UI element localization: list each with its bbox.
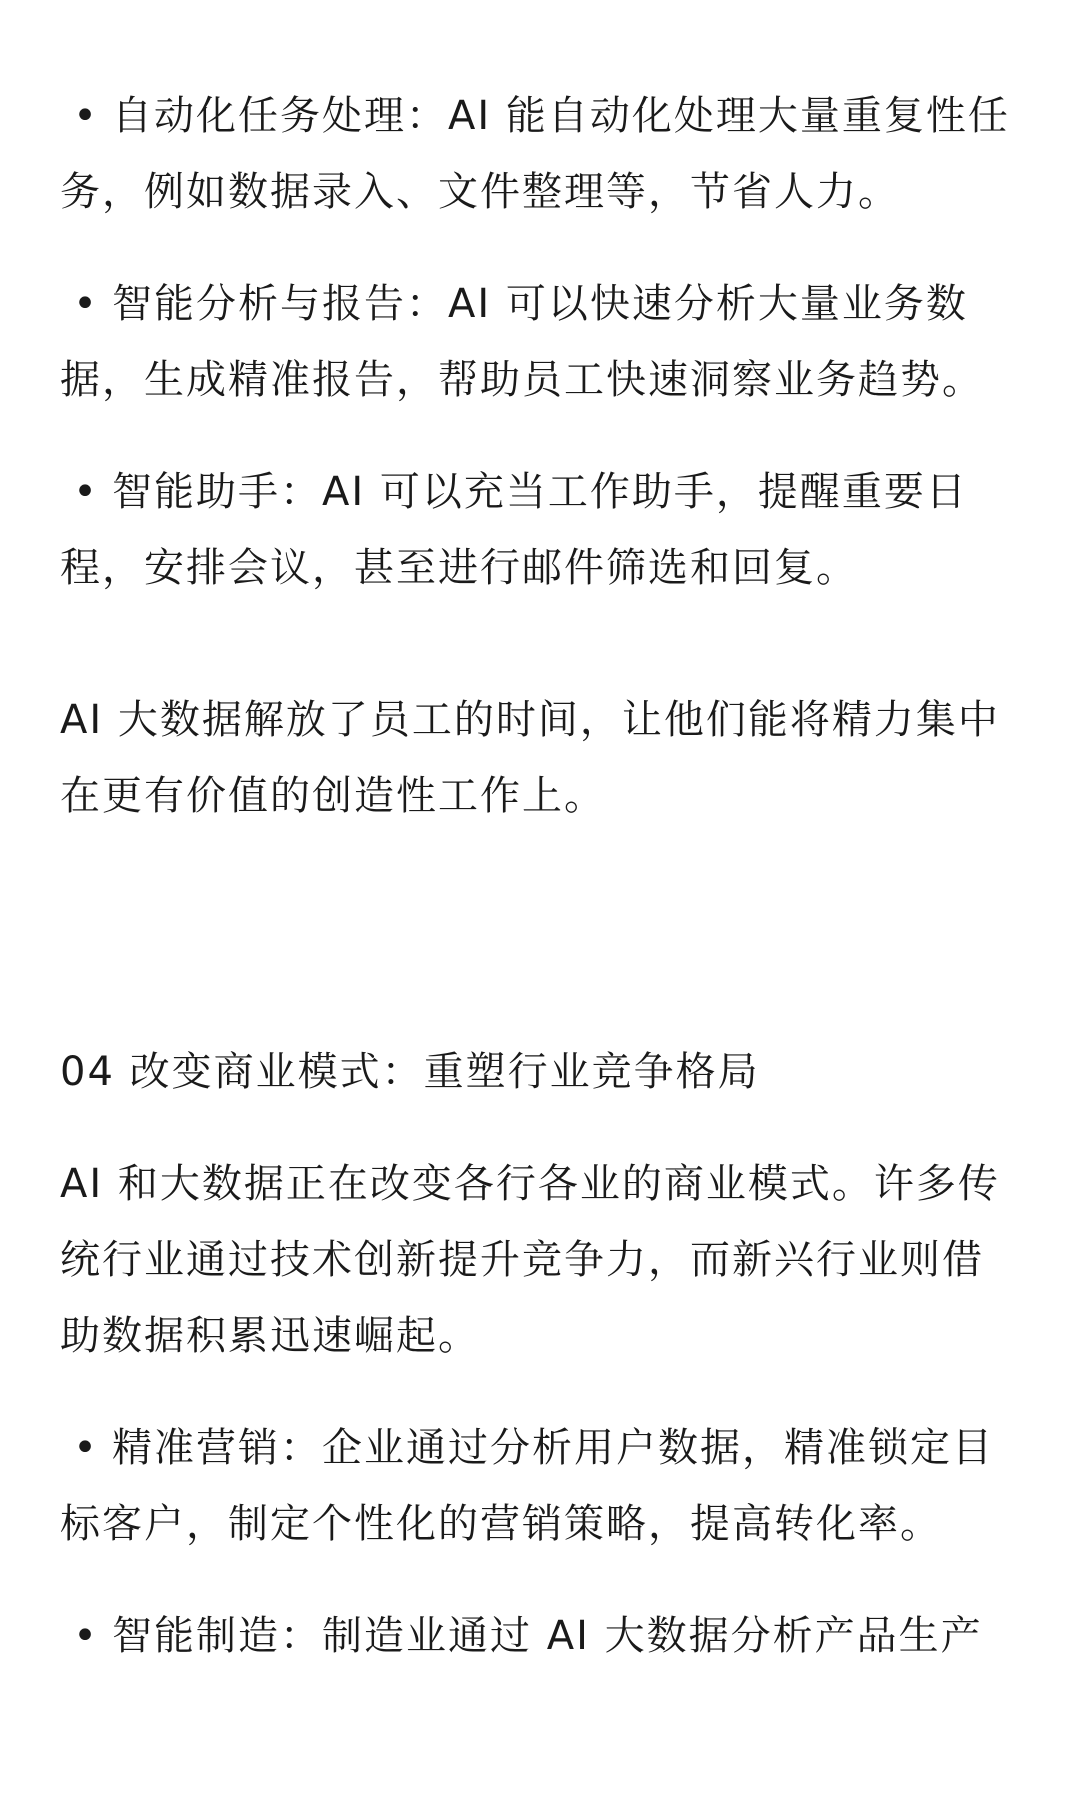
- bullet-icon: •: [73, 93, 99, 139]
- article-body: [60, 78, 1020, 1674]
- list-item: [60, 78, 1020, 230]
- summary-paragraph: AI 大数据解放了员工的时间，让他们能将精力集中在更有价值的创造性工作上。: [60, 697, 1000, 819]
- list-item-text: 智能助手：AI 可以充当工作助手，提醒重要日程，安排会议，甚至进行邮件筛选和回复。: [60, 469, 968, 591]
- list-item-text: 智能制造：制造业通过 AI 大数据分析产品生产: [112, 1613, 983, 1659]
- list-item: [60, 1598, 1020, 1674]
- section-heading: 04 改变商业模式：重塑行业竞争格局: [60, 1049, 760, 1095]
- list-item: [60, 266, 1020, 418]
- list-item-text: 智能分析与报告：AI 可以快速分析大量业务数据，生成精准报告，帮助员工快速洞察业务趋势。: [60, 281, 984, 403]
- list-item-text: 精准营销：企业通过分析用户数据，精准锁定目标客户，制定个性化的营销策略，提高转化率。: [60, 1425, 994, 1547]
- bullet-icon: •: [73, 1613, 99, 1659]
- list-item: [60, 454, 1020, 606]
- list-item: [60, 1410, 1020, 1562]
- bullet-icon: •: [73, 281, 99, 327]
- section-intro-paragraph: AI 和大数据正在改变各行各业的商业模式。许多传统行业通过技术创新提升竞争力，而新兴行业则借助数据积累迅速崛起。: [60, 1161, 1000, 1359]
- list-item-text: 自动化任务处理：AI 能自动化处理大量重复性任务，例如数据录入、文件整理等，节省人力。: [60, 93, 1010, 215]
- bullet-icon: •: [73, 1425, 99, 1471]
- bullet-icon: •: [73, 469, 99, 515]
